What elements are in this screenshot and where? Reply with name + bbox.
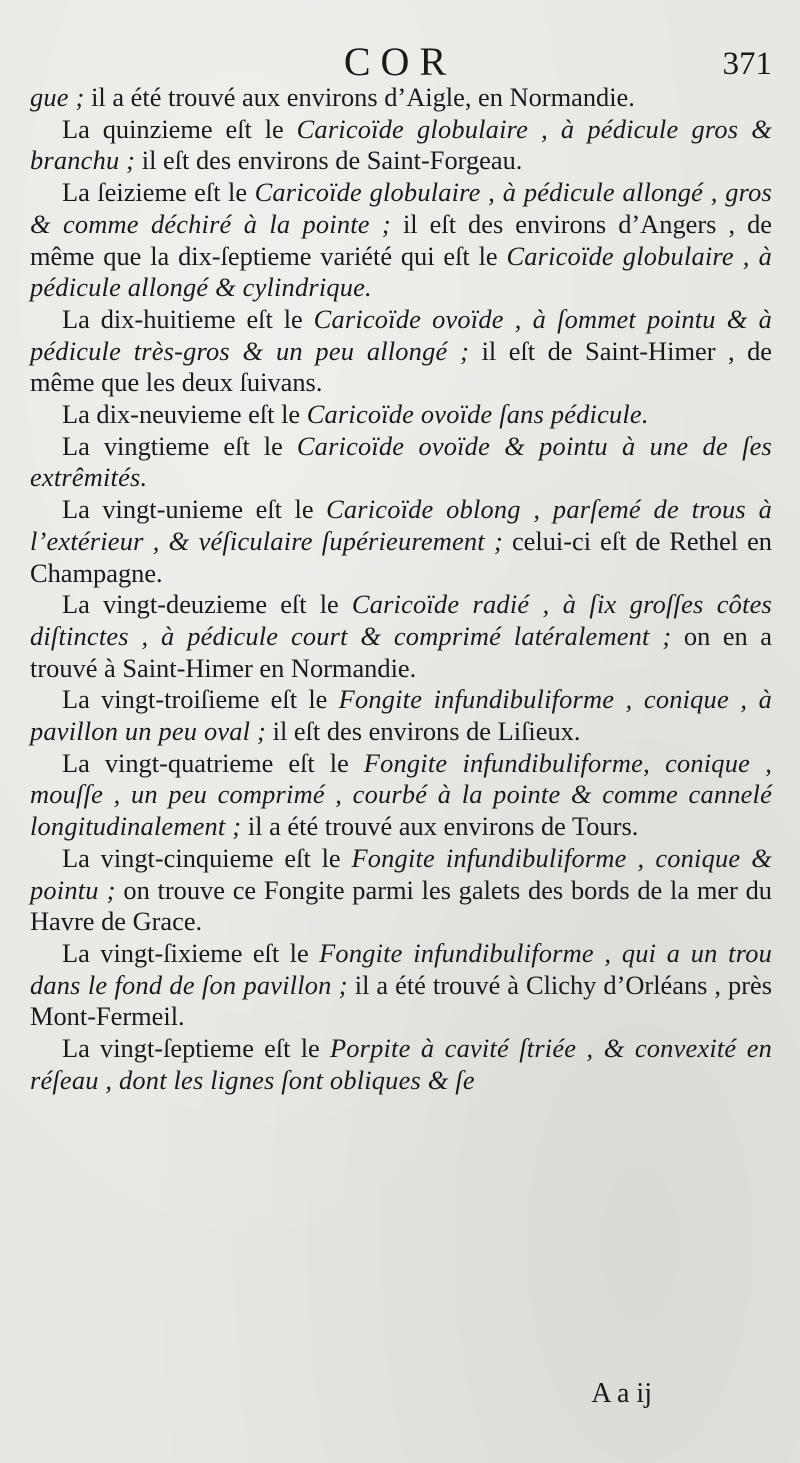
italic-text: Fongite infundibuliforme , qui a un trou dans le fond de ſon pavillon ; xyxy=(30,937,772,1000)
italic-text: Fongite infundibuliforme , conique , à pavillon un peu oval ; xyxy=(30,684,772,747)
roman-text: on en a trouvé à Saint-Himer en Normandie. xyxy=(30,620,773,683)
roman-text: on trouve ce Fongite parmi les galets des bords de la mer du Havre de Grace. xyxy=(30,874,773,937)
italic-text: Caricoïde oblong , parſemé de trous à l’extérieur , & véſiculaire ſupérieurement ; xyxy=(30,494,772,556)
roman-text: La dix-neuvieme eſt le xyxy=(62,399,307,430)
roman-text: La dix-huitieme eſt le xyxy=(62,303,314,334)
page-number: 371 xyxy=(722,46,772,82)
paragraph xyxy=(30,177,772,304)
paragraph xyxy=(30,748,772,843)
italic-text: Caricoïde globulaire , à pédicule allongé , gros & comme déchiré à la pointe ; xyxy=(30,177,772,239)
italic-text: Caricoïde ovoïde ſans pédicule. xyxy=(306,399,649,430)
roman-text: il eſt des environs d’Angers , de même que la dix-ſeptieme variété qui eſt le xyxy=(30,208,772,271)
roman-text: il a été trouvé à Clichy d’Orléans , près Mont-Fermeil. xyxy=(30,969,772,1032)
roman-text: La vingt-cinquieme eſt le xyxy=(62,842,352,873)
roman-text: il eſt de Saint-Himer , de même que les deux ſuivans. xyxy=(30,335,772,398)
paragraph xyxy=(30,1033,772,1096)
italic-text: gue ; xyxy=(30,82,85,112)
roman-text: La vingt-deuzieme eſt le xyxy=(62,589,352,620)
paragraph xyxy=(30,399,772,431)
signature-mark: A a ij xyxy=(591,1378,652,1409)
paragraph xyxy=(30,82,772,114)
italic-text: Caricoïde radié , à ſix groſſes côtes diſtinctes , à pédicule court & comprimé latéralement ; xyxy=(30,589,772,651)
paragraph xyxy=(30,114,772,177)
roman-text: il eſt des environs de Liſieux. xyxy=(266,716,581,747)
italic-text: Caricoïde ovoïde , à ſommet pointu & à pédicule très-gros & un peu allongé ; xyxy=(30,303,772,366)
italic-text: Fongite infundibuliforme, conique , mouſſe , un peu comprimé , courbé à la pointe & comme cannelé longitudinalement ; xyxy=(30,747,773,842)
roman-text: La quinzieme eſt le xyxy=(62,113,297,144)
roman-text: La vingtieme eſt le xyxy=(62,430,297,461)
paragraph xyxy=(30,494,772,589)
roman-text: La vingt-quatrieme eſt le xyxy=(62,747,364,778)
paragraph xyxy=(30,589,772,684)
italic-text: Caricoïde globulaire , à pédicule allongé & cylindrique. xyxy=(30,240,772,303)
italic-text: Porpite à cavité ſtriée , & convexité en réſeau , dont les lignes ſont obliques & ſe xyxy=(30,1033,773,1095)
italic-text: Caricoïde globulaire , à pédicule gros & branchu ; xyxy=(30,113,772,176)
running-head: COR xyxy=(343,39,457,84)
italic-text: Fongite infundibuliforme , conique & pointu ; xyxy=(30,842,773,905)
roman-text: La ſeizieme eſt le xyxy=(62,177,255,208)
roman-text: La vingt-troiſieme eſt le xyxy=(62,684,339,715)
roman-text: La vingt-ſixieme eſt le xyxy=(62,937,320,968)
paragraph xyxy=(30,843,772,938)
roman-text: La vingt-ſeptieme eſt le xyxy=(62,1033,330,1064)
page-header xyxy=(0,30,800,90)
roman-text: La vingt-unieme eſt le xyxy=(62,494,327,525)
roman-text: celui-ci eſt de Rethel en Champagne. xyxy=(30,525,772,588)
paragraph xyxy=(30,304,772,399)
paragraph xyxy=(30,431,772,494)
roman-text: il a été trouvé aux environs d’Aigle, en Normandie. xyxy=(84,82,635,112)
roman-text: il eſt des environs de Saint-Forgeau. xyxy=(135,145,523,176)
body-text xyxy=(30,82,772,1097)
paragraph xyxy=(30,938,772,1033)
italic-text: Caricoïde ovoïde & pointu à une de ſes extrêmités. xyxy=(30,430,772,493)
paragraph xyxy=(30,684,772,747)
roman-text: il a été trouvé aux environs de Tours. xyxy=(241,811,639,842)
